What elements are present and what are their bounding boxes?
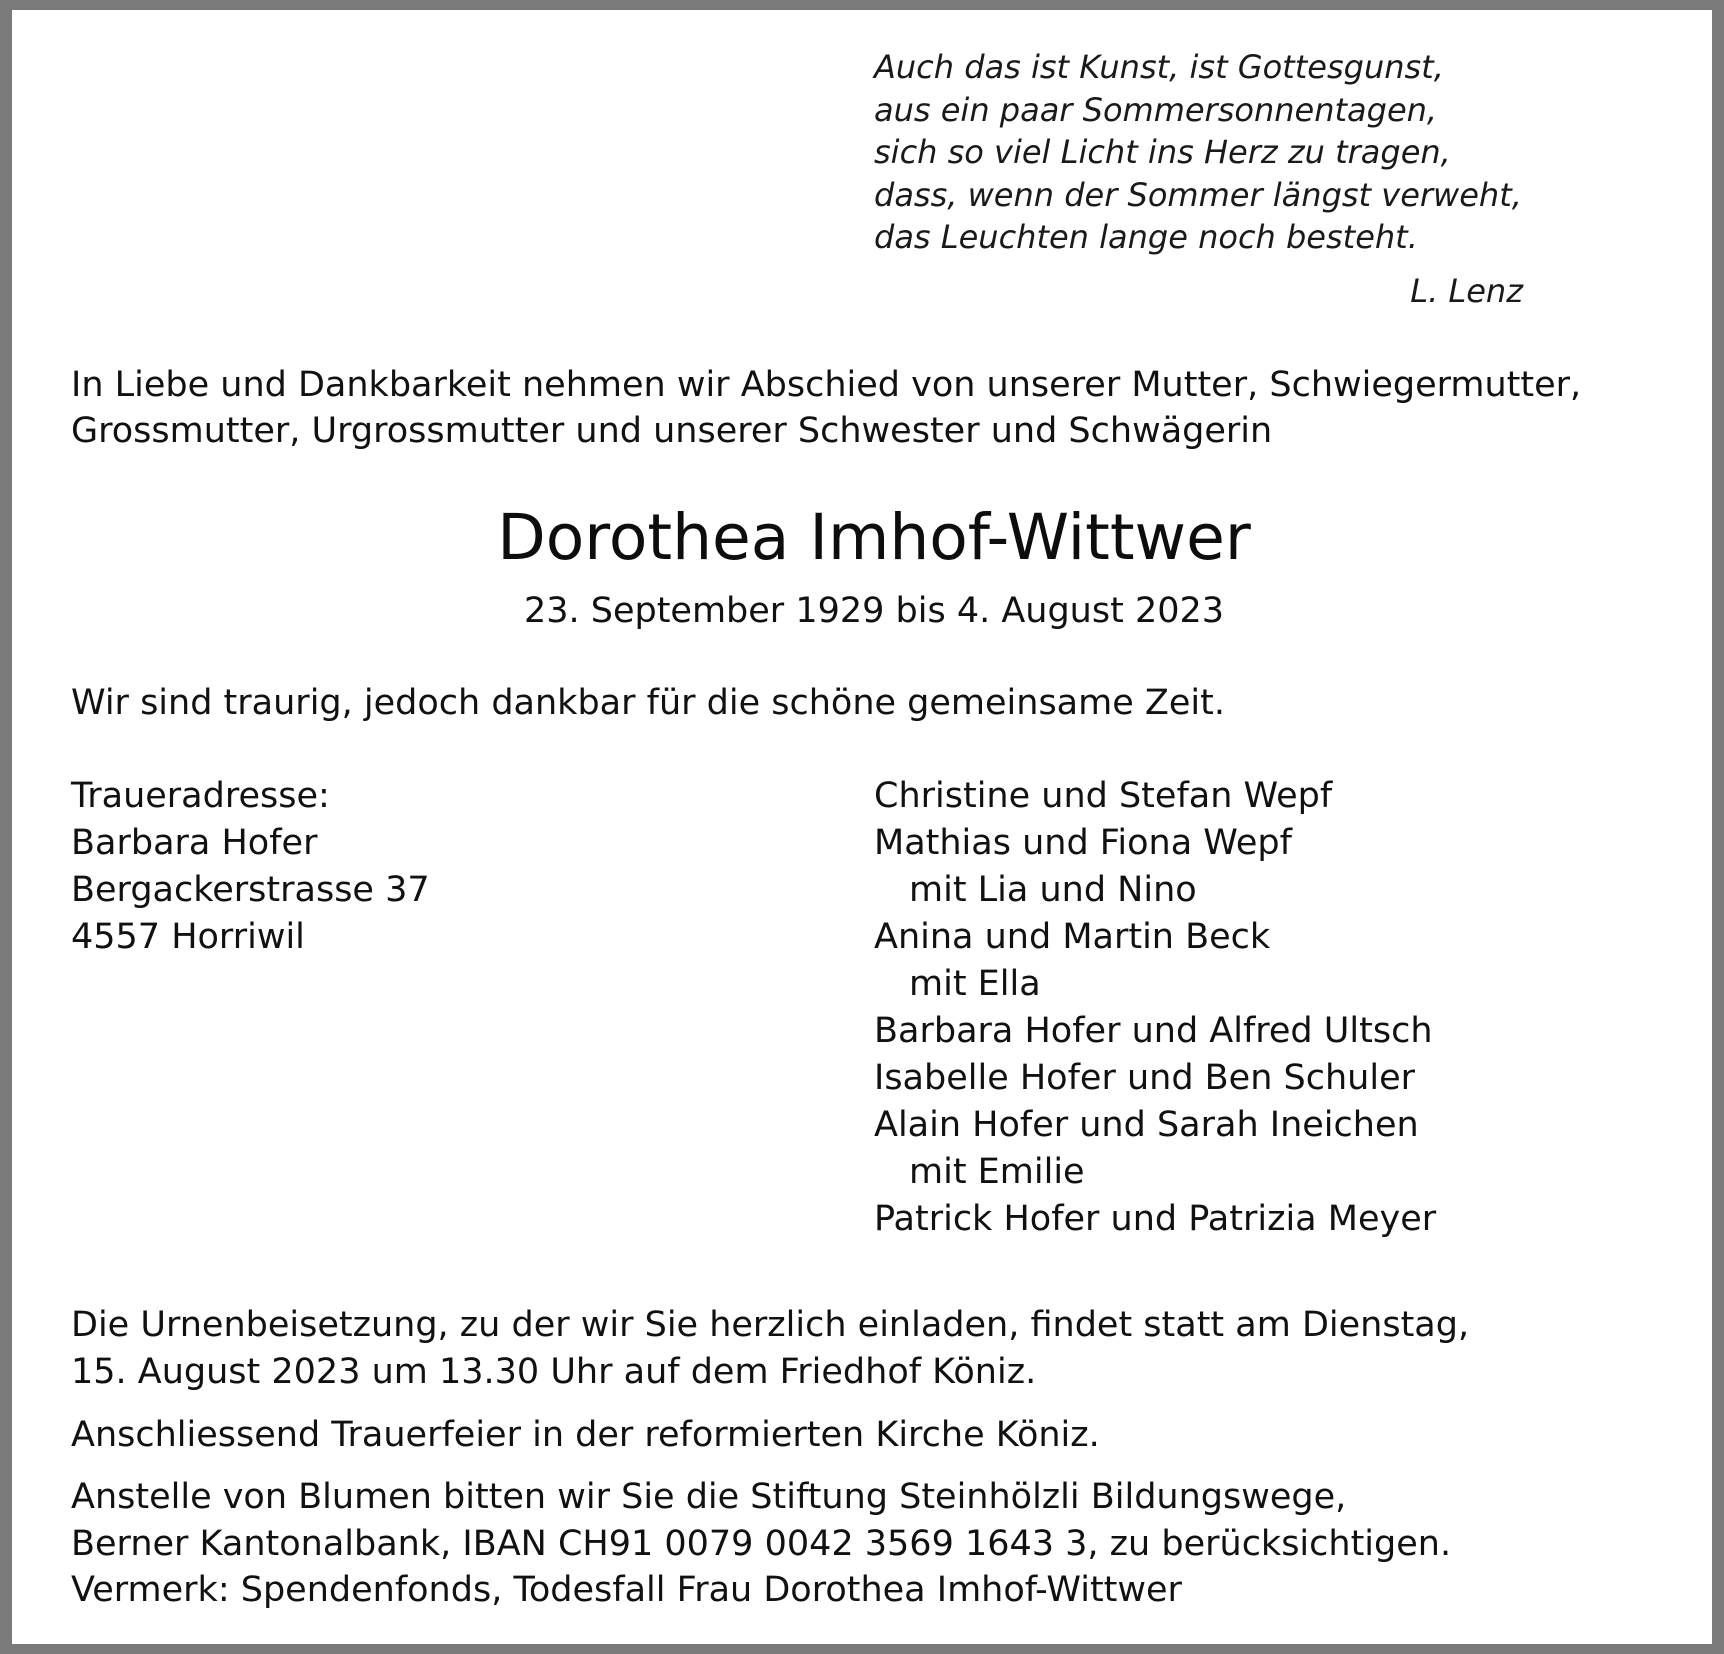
family-children: mit Ella	[909, 964, 1041, 1004]
family-member: Isabelle Hofer und Ben Schuler	[874, 1058, 1415, 1098]
intro-text	[71, 362, 1581, 454]
family-children: mit Lia und Nino	[909, 870, 1197, 910]
donation-info	[71, 1474, 1451, 1614]
intro-line: In Liebe und Dankbarkeit nehmen wir Abschied von unserer Mutter, Schwiegermutter,	[71, 365, 1582, 405]
poem-line: das Leuchten lange noch besteht.	[874, 218, 1418, 256]
poem-line: dass, wenn der Sommer längst verweht,	[874, 175, 1522, 214]
deceased-name: Dorothea Imhof-Wittwer	[497, 501, 1251, 574]
family-member: Alain Hofer und Sarah Ineichen	[874, 1105, 1419, 1145]
poem-line: aus ein paar Sommersonnentagen,	[874, 90, 1438, 129]
ceremony-info: Anschliessend Trauerfeier in der reformierten Kirche Köniz.	[71, 1415, 1100, 1455]
poem-author: L. Lenz	[1410, 272, 1523, 310]
family-member: Anina und Martin Beck	[874, 917, 1271, 957]
address-label: Traueradresse:	[71, 776, 330, 816]
poem	[874, 46, 1522, 259]
family-member: Mathias und Fiona Wepf	[874, 823, 1292, 863]
family-member: Patrick Hofer und Patrizia Meyer	[874, 1199, 1437, 1239]
address-street: Bergackerstrasse 37	[71, 870, 430, 910]
family-children: mit Emilie	[909, 1152, 1085, 1192]
burial-info	[71, 1302, 1469, 1395]
family-list	[874, 773, 1436, 1243]
burial-line: 15. August 2023 um 13.30 Uhr auf dem Friedhof Köniz.	[71, 1351, 1037, 1392]
poem-line: sich so viel Licht ins Herz zu tragen,	[874, 133, 1451, 171]
address-name: Barbara Hofer	[71, 823, 318, 863]
donation-line: Vermerk: Spendenfonds, Todesfall Frau Dorothea Imhof-Wittwer	[71, 1570, 1182, 1610]
family-member: Barbara Hofer und Alfred Ultsch	[874, 1011, 1433, 1051]
donation-line: Berner Kantonalbank, IBAN CH91 0079 0042 3569 1643 3, zu berücksichtigen.	[71, 1523, 1452, 1564]
poem-line: Auch das ist Kunst, ist Gottesgunst,	[874, 48, 1444, 86]
intro-line: Grossmutter, Urgrossmutter und unserer Schwester und Schwägerin	[71, 411, 1273, 451]
statement-text: Wir sind traurig, jedoch dankbar für die schöne gemeinsame Zeit.	[71, 683, 1225, 723]
burial-line: Die Urnenbeisetzung, zu der wir Sie herzlich einladen, findet statt am Dienstag,	[71, 1305, 1470, 1345]
family-member: Christine und Stefan Wepf	[874, 776, 1333, 816]
mourning-address	[71, 773, 430, 961]
obituary-page	[12, 10, 1712, 1644]
address-city: 4557 Horriwil	[71, 917, 305, 957]
life-dates: 23. September 1929 bis 4. August 2023	[523, 591, 1225, 631]
donation-line: Anstelle von Blumen bitten wir Sie die Stiftung Steinhölzli Bildungswege,	[71, 1477, 1347, 1517]
